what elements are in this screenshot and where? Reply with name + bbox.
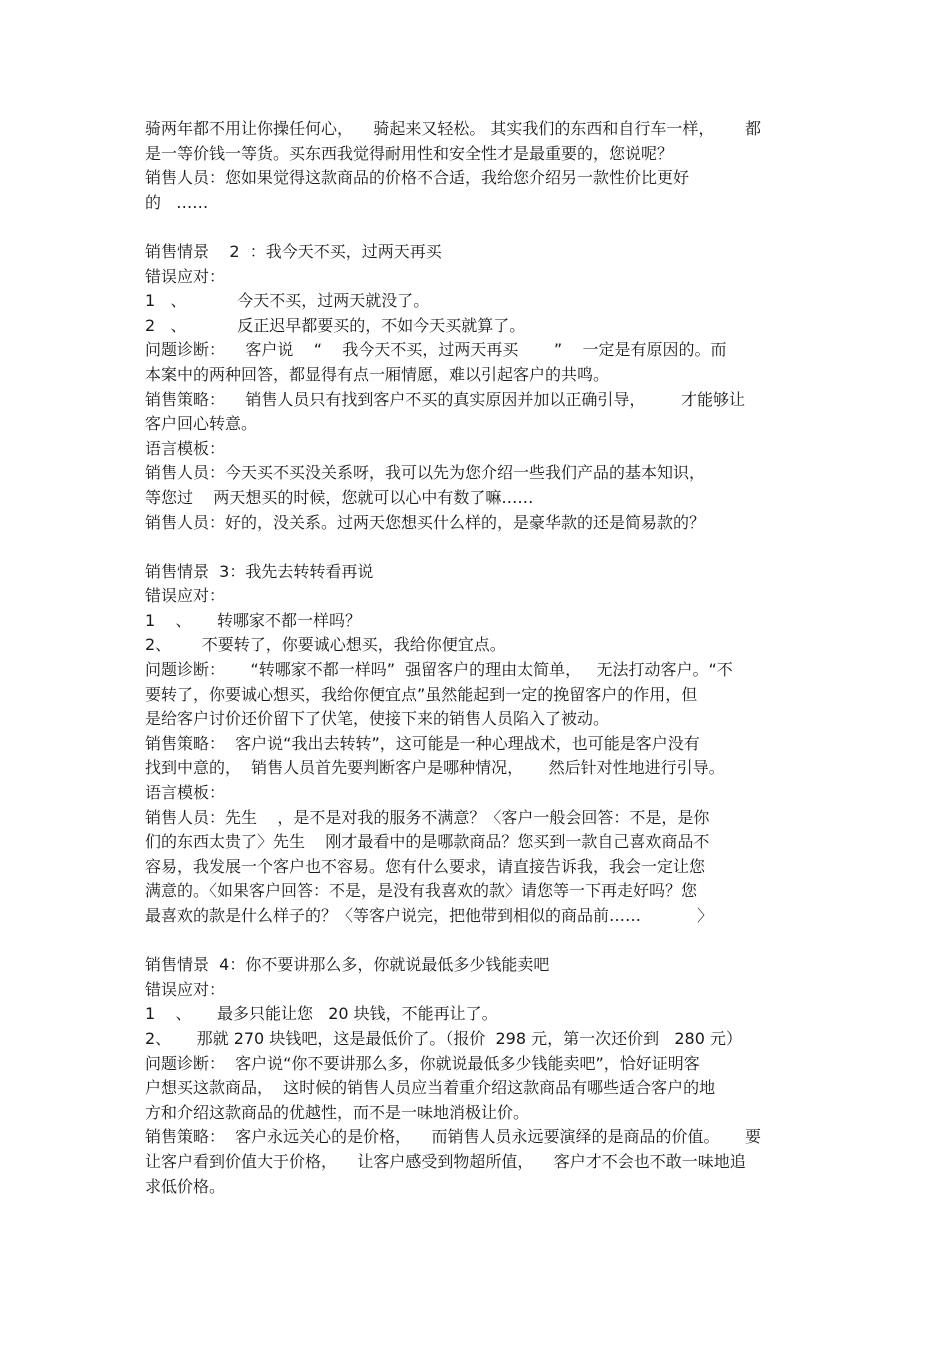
text-line: 是一等价钱一等货。买东西我觉得耐用性和安全性才是最重要的，您说呢？: [145, 143, 674, 163]
text-line: 户想买这款商品， 这时候的销售人员应当着重介绍这款商品有哪些适合客户的地: [145, 1078, 716, 1098]
paragraph-gap: [145, 535, 807, 560]
text-line: 问题诊断： 客户说“你不要讲那么多，你就说最低多少钱能卖吧”，恰好证明客: [145, 1053, 700, 1073]
scenario-heading: 销售情景 4：你不要讲那么多，你就说最低多少钱能卖吧: [145, 955, 550, 975]
text-line: 问题诊断： 客户说 “ 我今天不买，过两天再买 ” 一定是有原因的。而: [145, 340, 727, 360]
scenario-3-section: [145, 560, 807, 929]
text-line: 销售策略： 客户永远关心的是价格， 而销售人员永远要演绎的是商品的价值。 要: [145, 1127, 761, 1147]
scenario-heading: 销售情景 3：我先去转转看再说: [145, 561, 374, 581]
text-line: 销售策略： 客户说“我出去转转”，这可能是一种心理战术，也可能是客户没有: [145, 733, 700, 753]
text-line: 1 、 转哪家不都一样吗？: [145, 610, 361, 630]
text-line: 本案中的两种回答，都显得有点一厢情愿，难以引起客户的共鸣。: [145, 364, 610, 384]
text-line: 让客户看到价值大于价格， 让客户感受到物超所值， 客户才不会也不敢一味地追: [145, 1151, 746, 1171]
text-line: 错误应对：: [145, 266, 226, 286]
text-line: 1 、 今天不买，过两天就没了。: [145, 291, 430, 311]
text-line: 是给客户讨价还价留下了伏笔，使接下来的销售人员陷入了被动。: [145, 709, 610, 729]
text-line: 错误应对：: [145, 586, 226, 606]
scenario-heading: 销售情景 2 ：我今天不买，过两天再买: [145, 241, 442, 261]
text-line: 销售人员：好的，没关系。过两天您想买什么样的，是豪华款的还是简易款的？: [145, 512, 706, 532]
text-line: 骑两年都不用让你操任何心， 骑起来又轻松。 其实我们的东西和自行车一样， 都: [145, 119, 761, 138]
paragraph-gap: [145, 215, 807, 240]
intro-section: [145, 117, 807, 215]
text-line: 们的东西太贵了〉先生 刚才最看中的是哪款商品？您买到一款自己喜欢商品不: [145, 832, 710, 852]
text-line: 2、 不要转了，你要诚心想买，我给你便宜点。: [145, 635, 506, 655]
text-line: 销售人员：今天买不买没关系呀，我可以先为您介绍一些我们产品的基本知识，: [145, 463, 706, 483]
text-line: 的 ……: [145, 192, 209, 212]
text-line: 1 、 最多只能让您 20 块钱，不能再让了。: [145, 1004, 498, 1024]
text-line: 2、 那就 270 块钱吧，这是最低价了。（报价 298 元，第一次还价到 280 元）: [145, 1028, 743, 1048]
text-line: 满意的。〈如果客户回答：不是，是没有我喜欢的款〉请您等一下再走好吗？您: [145, 881, 698, 901]
text-line: 最喜欢的款是什么样子的？〈等客户说完，把他带到相似的商品前…… 〉: [145, 906, 713, 925]
text-line: 语言模板：: [145, 438, 226, 458]
text-line: 销售人员：先生 ，是不是对我的服务不满意？〈客户一般会回答：不是，是你: [145, 807, 710, 827]
scenario-2-section: [145, 240, 807, 535]
text-line: 问题诊断： “转哪家不都一样吗” 强留客户的理由太简单， 无法打动客户。“不: [145, 660, 733, 680]
text-line: 2 、 反正迟早都要买的，不如今天买就算了。: [145, 315, 526, 335]
document-body: [145, 117, 807, 1199]
text-line: 销售策略： 销售人员只有找到客户不买的真实原因并加以正确引导， 才能够让: [145, 389, 745, 409]
text-line: 找到中意的， 销售人员首先要判断客户是哪种情况， 然后针对性地进行引导。: [145, 758, 725, 778]
text-line: 要转了，你要诚心想买，我给你便宜点”虽然能起到一定的挽留客户的作用，但: [145, 684, 698, 704]
text-line: 销售人员：您如果觉得这款商品的价格不合适，我给您介绍另一款性价比更好: [145, 168, 690, 188]
scenario-4-section: [145, 953, 807, 1199]
paragraph-gap: [145, 929, 807, 954]
text-line: 方和介绍这款商品的优越性，而不是一味地消极让价。: [145, 1102, 530, 1122]
text-line: 客户回心转意。: [145, 414, 258, 434]
text-line: 错误应对：: [145, 979, 226, 999]
text-line: 等您过 两天想买的时候，您就可以心中有数了嘛……: [145, 487, 534, 507]
text-line: 容易，我发展一个客户也不容易。您有什么要求，请直接告诉我，我会一定让您: [145, 856, 706, 876]
text-line: 语言模板：: [145, 783, 226, 803]
text-line: 求低价格。: [145, 1176, 226, 1196]
